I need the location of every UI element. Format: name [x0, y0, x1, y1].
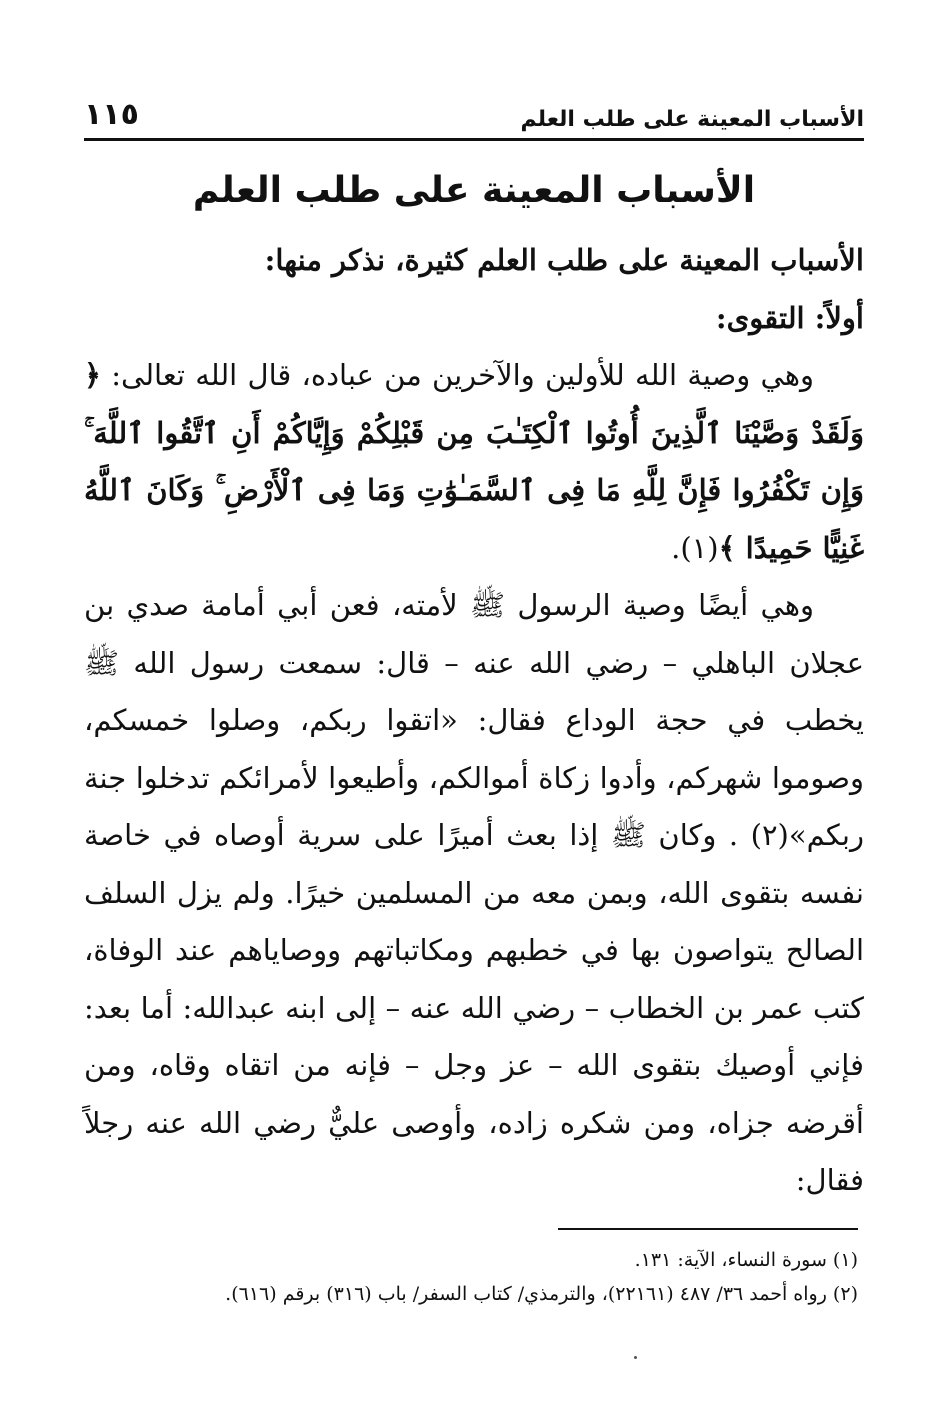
paragraph-1: [84, 347, 864, 577]
running-header: [84, 84, 864, 141]
body-text: [84, 232, 864, 1210]
footnote-divider: [558, 1228, 858, 1230]
section-subheading: أولاً: التقوى:: [715, 300, 864, 335]
footnote-2: (٢) رواه أحمد ٣٦/ ٤٨٧ (٢٢١٦١)، والترمذي/ كتاب السفر/ باب (٣١٦) برقم (٦١٦).: [225, 1283, 858, 1305]
footnote-1: (١) سورة النساء، الآية: ١٣١.: [634, 1249, 858, 1271]
print-speck: [634, 1356, 637, 1359]
running-header-title: الأسباب المعينة على طلب العلم: [520, 107, 864, 132]
intro-line: الأسباب المعينة على طلب العلم كثيرة، نذكر منها:: [264, 243, 864, 277]
footnotes: [84, 1243, 858, 1311]
paragraph-1-lead: وهي وصية الله للأولين والآخرين من عباده، قال الله تعالى:: [111, 358, 814, 392]
footnote-ref-1: (١).: [671, 530, 719, 565]
paragraph-2: وهي أيضًا وصية الرسول ﷺ لأمته، فعن أبي أمامة صدي بن عجلان الباهلي – رضي الله عنه – قال: سمعت رسول الله ﷺ يخطب في حجة الوداع فقال: «اتقوا ربكم، وصلوا خمسكم، وصوموا شهركم، وأدوا زكاة أموالكم، وأطيعوا لأمرائكم تدخلوا جنة ربكم»(٢) . وكان ﷺ إذا بعث أميرًا على سرية أوصاه في خاصة نفسه بتقوى الله، وبمن معه من المسلمين خيرًا. ولم يزل السلف الصالح يتواصون بها في خطبهم ومكاتباتهم ووصاياهم عند الوفاة، كتب عمر بن الخطاب – رضي الله عنه – إلى ابنه عبدالله: أما بعد: فإني أوصيك بتقوى الله – عز وجل – فإنه من اتقاه وقاه، ومن أقرضه جزاه، ومن شكره زاده، وأوصى عليٌّ رضي الله عنه رجلاً فقال:: [84, 588, 864, 1197]
page-number: ١١٥: [84, 97, 139, 132]
quran-verse: ﴿ وَلَقَدْ وَصَّيْنَا ٱلَّذِينَ أُوتُوا ٱلْكِتَـٰبَ مِن قَبْلِكُمْ وَإِيَّاكُمْ أَنِ ٱتَّقُوا ٱللَّهَ ۚ وَإِن تَكْفُرُوا فَإِنَّ لِلَّهِ مَا فِى ٱلسَّمَـٰوَٰتِ وَمَا فِى ٱلْأَرْضِ ۚ وَكَانَ ٱللَّهُ غَنِيًّا حَمِيدًا ﴾: [84, 358, 864, 565]
chapter-title: الأسباب المعينة على طلب العلم: [192, 170, 756, 211]
